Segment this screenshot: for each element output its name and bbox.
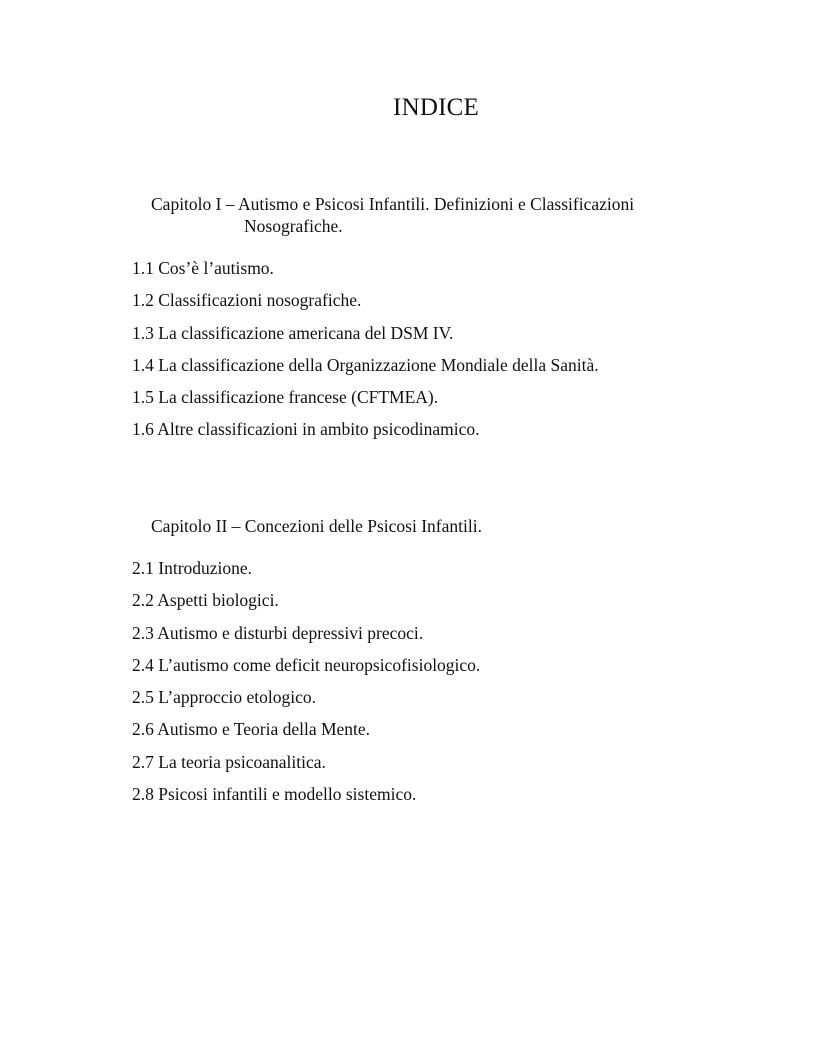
chapter-1-heading-line1: Capitolo I – Autismo e Psicosi Infantili. Definizioni e Classificazioni [151, 194, 635, 214]
toc-entry-2-7: 2.7 La teoria psicoanalitica. [132, 751, 326, 772]
chapter-2-heading-line1: Capitolo II – Concezioni delle Psicosi Infantili. [151, 516, 482, 536]
toc-entry-2-4: 2.4 L’autismo come deficit neuropsicofisiologico. [132, 654, 481, 675]
chapter-1-heading-line2: Nosografiche. [244, 216, 343, 236]
toc-entry-2-3: 2.3 Autismo e disturbi depressivi precoci. [132, 622, 424, 643]
toc-entry-2-2: 2.2 Aspetti biologici. [132, 590, 279, 611]
toc-entry-1-4: 1.4 La classificazione della Organizzazione Mondiale della Sanità. [132, 354, 599, 375]
toc-entry-1-1: 1.1 Cos’è l’autismo. [132, 258, 274, 278]
toc-entry-1-2: 1.2 Classificazioni nosografiche. [132, 290, 362, 311]
chapter-2-section-list [132, 557, 480, 815]
toc-entry-1-6: 1.6 Altre classificazioni in ambito psicodinamico. [132, 419, 480, 440]
chapter-2-heading [151, 515, 711, 537]
toc-entry-1-3: 1.3 La classificazione americana del DSM IV. [132, 322, 454, 343]
toc-entry-2-6: 2.6 Autismo e Teoria della Mente. [132, 719, 371, 740]
chapter-1-section-list [132, 257, 599, 451]
toc-entry-2-8: 2.8 Psicosi infantili e modello sistemico. [132, 784, 417, 805]
toc-entry-2-1: 2.1 Introduzione. [132, 558, 253, 578]
page-title: INDICE [393, 94, 479, 121]
chapter-1-heading [151, 193, 711, 237]
toc-entry-1-5: 1.5 La classificazione francese (CFTMEA). [132, 387, 439, 408]
toc-entry-2-5: 2.5 L’approccio etologico. [132, 687, 317, 708]
